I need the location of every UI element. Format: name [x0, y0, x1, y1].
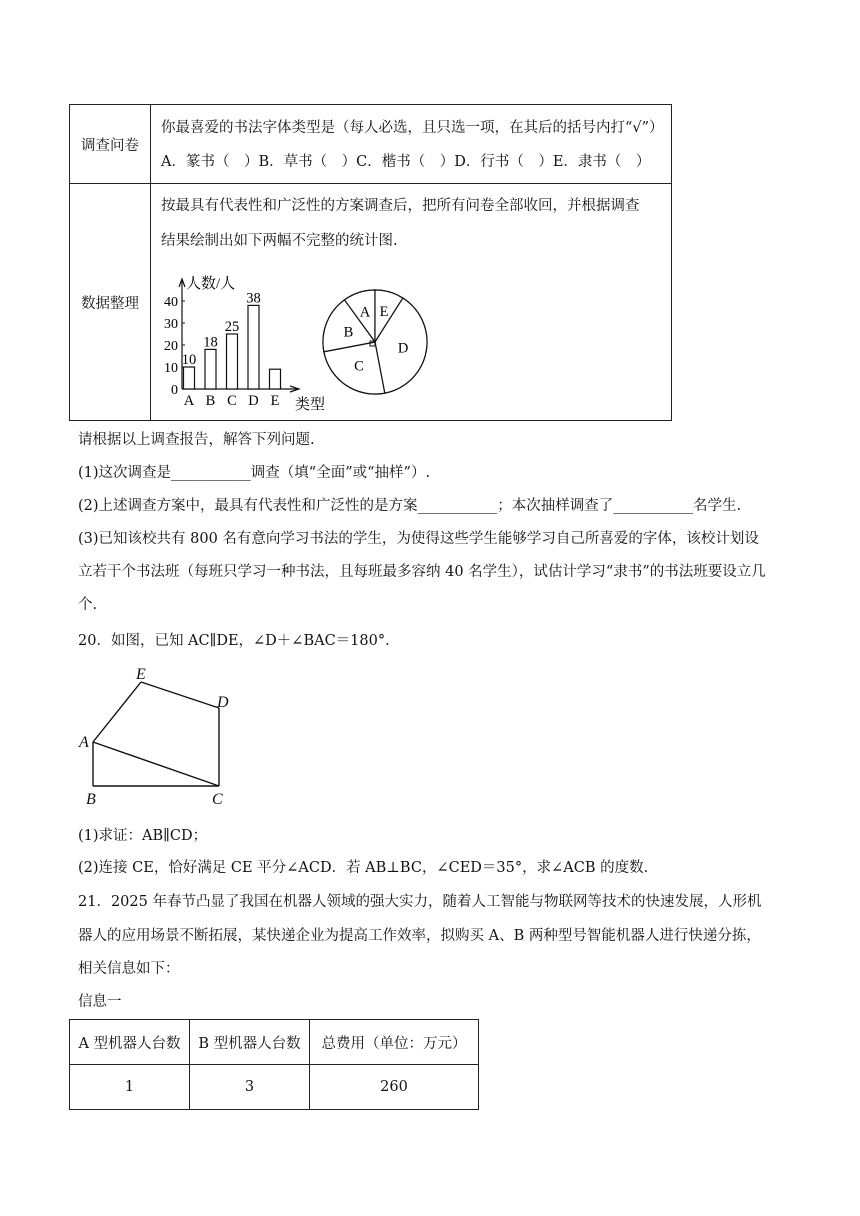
q20-part-1: (1)求证：AB∥CD； [78, 828, 208, 844]
bar-value-label-a: 10 [181, 352, 197, 368]
segment-ae [93, 682, 141, 742]
questionnaire-cell [151, 105, 672, 184]
y-tick-label: 0 [171, 383, 178, 398]
x-tick-label-b: B [205, 393, 216, 409]
pie-label-c: C [354, 358, 364, 375]
data-line-1: 按最具有代表性和广泛性的方案调查后，把所有问卷全部收回，并根据调查 [161, 198, 640, 214]
vertex-label-d: D [217, 694, 229, 711]
cell-a-count: 1 [70, 1065, 190, 1110]
header-b-count: B 型机器人台数 [190, 1020, 310, 1065]
q19-part-2: (2)上述调查方案中，最具有代表性和广泛性的是方案___________；本次抽样调查了___________名学生. [78, 498, 742, 514]
header-total-cost: 总费用（单位：万元） [310, 1020, 479, 1065]
x-tick-label-a: A [183, 393, 195, 409]
bar-value-label-d: 38 [246, 290, 261, 307]
y-tick-label: 10 [164, 361, 178, 376]
vertex-label-e: E [136, 666, 146, 683]
data-cell [151, 184, 672, 421]
q21-line-3: 相关信息如下： [78, 961, 180, 977]
segment-ed [141, 682, 219, 708]
bar-a [184, 367, 195, 389]
y-axis-title: 人数/人 [186, 276, 236, 292]
survey-table [69, 104, 672, 421]
pie-label-a: A [359, 304, 371, 321]
survey-row-data [70, 184, 672, 421]
q20-part-2: (2)连接 CE，恰好满足 CE 平分∠ACD．若 AB⊥BC，∠CED＝35°，求∠ACB 的度数. [78, 860, 649, 876]
q21-line-1: 21．2025 年春节凸显了我国在机器人领域的强大实力，随着人工智能与物联网等技术的快速发展，人形机 [78, 894, 762, 910]
y-tick-label: 30 [164, 317, 178, 332]
bar-d [248, 305, 259, 389]
charts-svg [151, 262, 671, 420]
x-tick-label-c: C [227, 393, 237, 409]
bar-e [270, 369, 281, 389]
pie-label-b: B [343, 324, 354, 341]
bar-b [205, 349, 216, 389]
survey-row-questionnaire [70, 105, 672, 184]
vertex-label-b: B [86, 791, 96, 808]
q21-line-2: 器人的应用场景不断拓展，某快递企业为提高工作效率，拟购买 A、B 两种型号智能机器人进行快递分拣， [78, 928, 761, 944]
header-a-count: A 型机器人台数 [70, 1020, 190, 1065]
q20-stem: 20．如图，已知 AC∥DE，∠D＋∠BAC＝180°． [78, 633, 400, 649]
questionnaire-line-2: A．篆书（ ）B．草书（ ）C．楷书（ ）D．行书（ ）E．隶书（ ） [161, 154, 651, 170]
q19-part-3-line-2: 立若干个书法班（每班只学习一种书法，且每班最多容纳 40 名学生），试估计学习“隶书”的书法班要设立几 [78, 564, 766, 580]
pie-label-d: D [397, 340, 409, 357]
info-one-title: 信息一 [78, 994, 122, 1010]
bar-value-label-b: 18 [203, 334, 218, 351]
y-tick-label: 40 [164, 295, 178, 310]
vertex-label-c: C [212, 791, 223, 808]
q19-part-3-line-1: (3)已知该校共有 800 名有意向学习书法的学生，为使得这些学生能够学习自己所喜爱的字体，该校计划设 [78, 531, 759, 547]
row-label-data: 数据整理 [70, 184, 151, 421]
q19-part-3-line-3: 个. [78, 597, 98, 613]
x-tick-label-d: D [248, 393, 259, 409]
info-one-table [69, 1019, 479, 1110]
segment-ac [93, 742, 219, 786]
cell-b-count: 3 [190, 1065, 310, 1110]
questionnaire-line-1: 你最喜爱的书法字体类型是（每人必选，且只选一项，在其后的括号内打“√”） [161, 120, 664, 136]
bar-c [227, 334, 238, 389]
vertex-label-a: A [79, 734, 89, 751]
x-tick-label-e: E [270, 393, 280, 409]
pie-label-e: E [379, 304, 389, 321]
quadrilateral-figure [74, 662, 244, 810]
info-header-row [70, 1020, 479, 1065]
x-axis-title: 类型 [295, 397, 326, 413]
q19-part-1: (1)这次调查是___________调查（填“全面”或“抽样”）. [78, 465, 431, 481]
q19-intro: 请根据以上调查报告，解答下列问题. [78, 432, 315, 448]
bar-value-label-c: 25 [224, 319, 240, 335]
data-line-2: 结果绘制出如下两幅不完整的统计图. [161, 233, 398, 249]
row-label-questionnaire: 调查问卷 [70, 105, 151, 184]
y-tick-label: 20 [164, 339, 178, 354]
cell-total-cost: 260 [310, 1065, 479, 1110]
info-data-row [70, 1065, 479, 1110]
